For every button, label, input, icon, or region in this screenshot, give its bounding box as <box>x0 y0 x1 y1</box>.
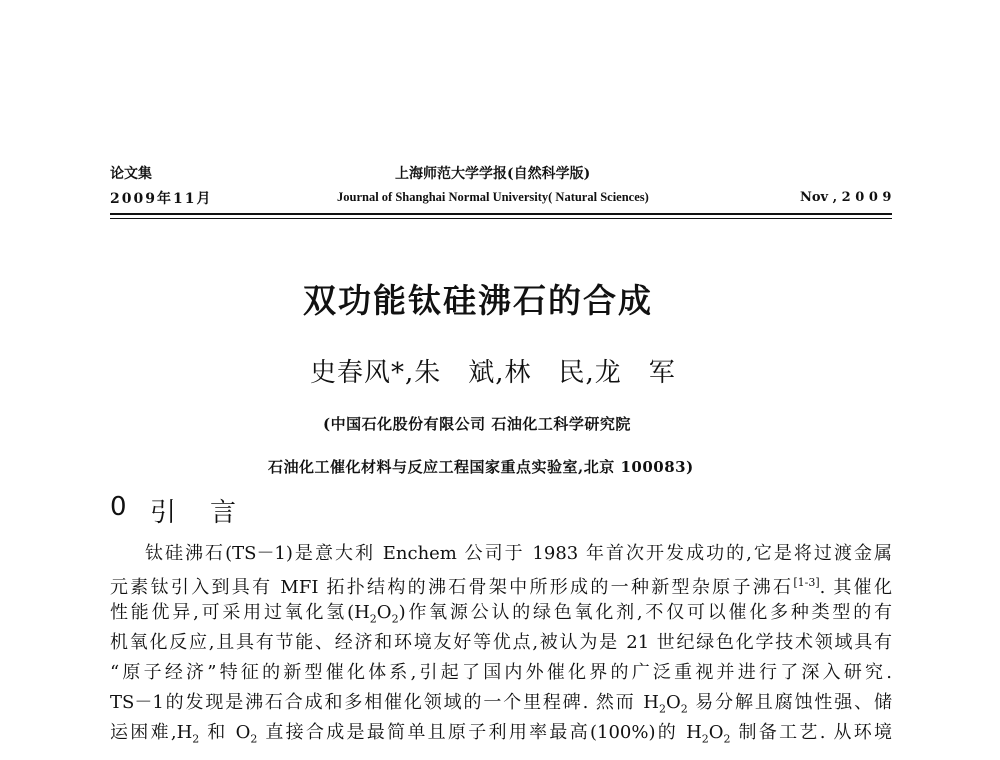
author-list: 史春风*,朱 斌,林 民,龙 军 <box>310 358 676 388</box>
body-line-7-text: 直接合成是最简单且原子利用率最高(100%)的 H <box>257 722 702 743</box>
subscript: 2 <box>369 612 377 626</box>
body-line-4: 机氧化反应,且具有节能、经济和环境友好等优点,被认为是 21 世纪绿色化学技术领域具有 <box>110 632 892 653</box>
citation-reference: [1-3] <box>793 576 820 589</box>
subscript: 2 <box>250 732 258 746</box>
body-line-2 <box>110 570 892 601</box>
journal-name-chinese: 上海师范大学学报(自然科学版) <box>395 166 591 182</box>
subscript: 2 <box>391 612 399 626</box>
body-line-3-text: O <box>376 602 392 623</box>
body-line-7-text: 和 O <box>199 722 251 743</box>
subscript: 2 <box>680 702 688 716</box>
section-title: 引 言 <box>150 498 241 528</box>
body-line-7-text: 制备工艺. 从环境 <box>730 722 893 743</box>
subscript: 2 <box>658 702 666 716</box>
body-line-7-text: 运困难,H <box>110 722 193 743</box>
subscript: 2 <box>701 732 709 746</box>
body-line-1: 钛硅沸石(TS－1)是意大利 Enchem 公司于 1983 年首次开发成功的,它是将过渡金属 <box>145 543 892 564</box>
body-line-7 <box>110 720 892 753</box>
header-rule-top <box>110 213 892 215</box>
section-number: 0 <box>110 492 127 522</box>
journal-name-english: Journal of Shanghai Normal University( Natural Sciences) <box>337 190 649 204</box>
issue-date: 2009年11月 <box>110 191 213 207</box>
affiliation-line-1: (中国石化股份有限公司 石油化工科学研究院 <box>323 415 631 433</box>
body-line-6-text: O <box>665 692 681 713</box>
body-line-6-text: 易分解且腐蚀性强、储 <box>687 692 892 713</box>
body-line-5: “原子经济”特征的新型催化体系,引起了国内外催化界的广泛重视并进行了深入研究. <box>110 662 892 683</box>
body-line-6-text: TS－1的发现是沸石合成和多相催化领域的一个里程碑. 然而 H <box>110 692 659 713</box>
body-line-3-text: )作氧源公认的绿色氧化剂,不仅可以催化多种类型的有 <box>398 602 892 623</box>
body-line-3 <box>110 600 892 633</box>
header-rule-bottom <box>110 218 892 219</box>
collection-label: 论文集 <box>110 166 152 182</box>
issue-date-english: Nov , 2 0 0 9 <box>800 190 892 205</box>
paper-title: 双功能钛硅沸石的合成 <box>303 281 653 320</box>
subscript: 2 <box>192 732 200 746</box>
body-line-6 <box>110 690 892 723</box>
body-line-7-text: O <box>708 722 724 743</box>
affiliation-line-2: 石油化工催化材料与反应工程国家重点实验室,北京 100083) <box>268 458 694 476</box>
subscript: 2 <box>723 732 731 746</box>
body-line-2-text: 元素钛引入到具有 MFI 拓扑结构的沸石骨架中所形成的一种新型杂原子沸石 <box>110 577 794 598</box>
body-line-3-text: 性能优异,可采用过氧化氢(H <box>110 602 370 623</box>
body-line-2-tail: . 其催化 <box>819 577 892 598</box>
